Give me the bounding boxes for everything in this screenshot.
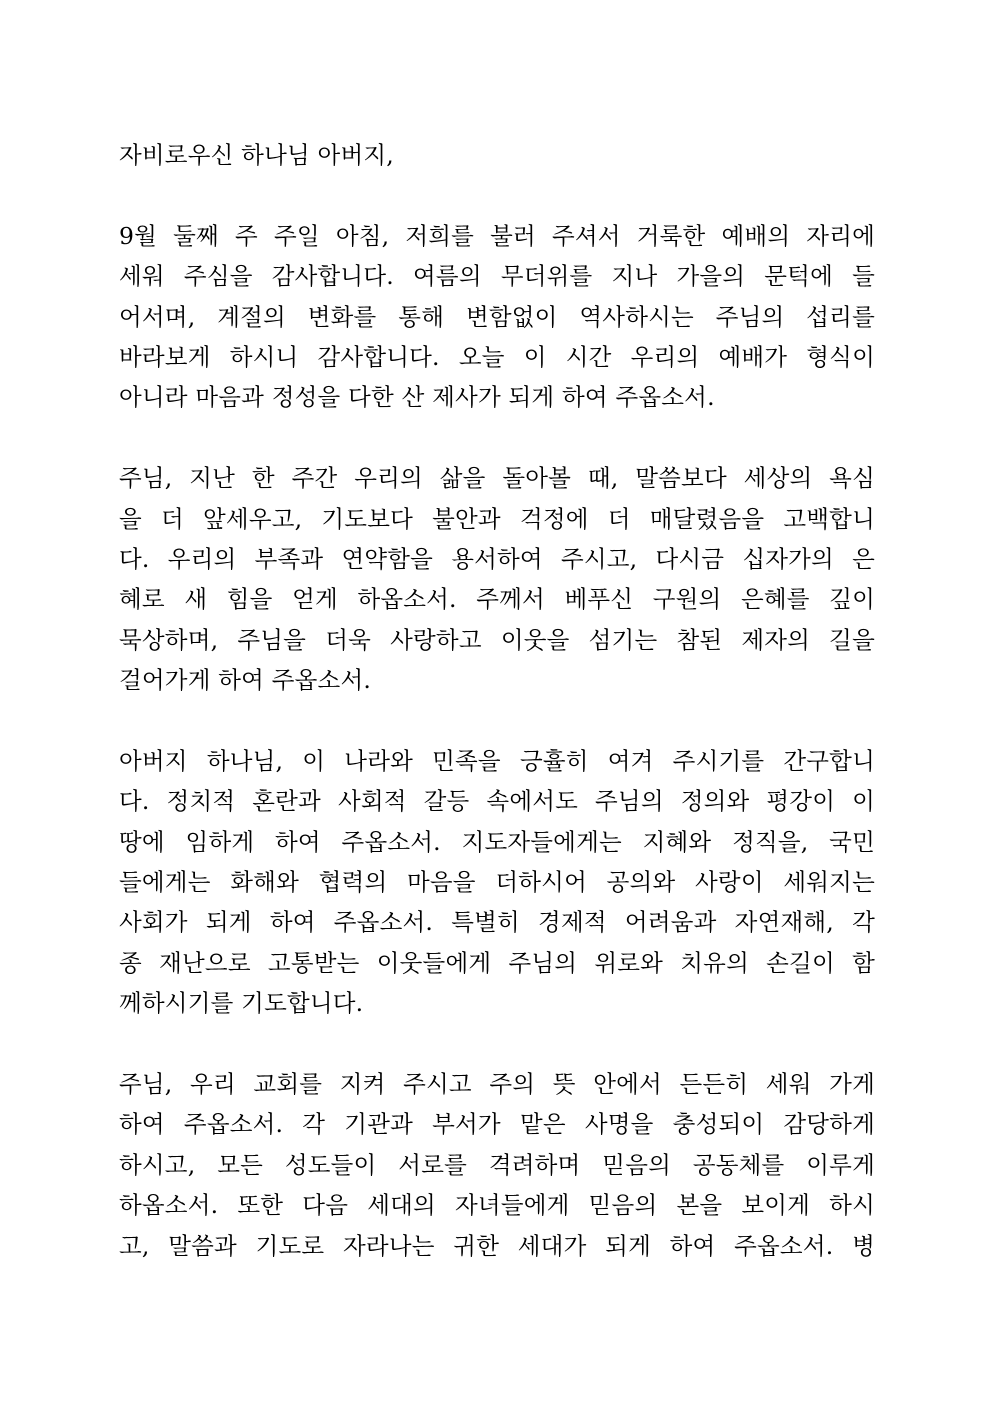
paragraph-3-line: 께하시기를 기도합니다. bbox=[119, 989, 364, 1018]
paragraph-2-line: 다. 우리의 부족과 연약함을 용서하여 주시고, 다시금 십자가의 은 bbox=[119, 544, 875, 573]
paragraph-3-line: 종 재난으로 고통받는 이웃들에게 주님의 위로와 치유의 손길이 함 bbox=[119, 948, 875, 977]
paragraph-2-line: 걸어가게 하여 주옵소서. bbox=[119, 666, 372, 695]
paragraph-3-line: 다. 정치적 혼란과 사회적 갈등 속에서도 주님의 정의와 평강이 이 bbox=[119, 787, 875, 816]
paragraph-gap bbox=[119, 1024, 875, 1064]
paragraph-3-line: 사회가 되게 하여 주옵소서. 특별히 경제적 어려움과 자연재해, 각 bbox=[119, 908, 875, 937]
paragraph-1-line: 바라보게 하시니 감사합니다. 오늘 이 시간 우리의 예배가 형식이 bbox=[119, 342, 875, 371]
paragraph-1-line: 아니라 마음과 정성을 다한 산 제사가 되게 하여 주옵소서. bbox=[119, 383, 715, 412]
paragraph-3-line: 들에게는 화해와 협력의 마음을 더하시어 공의와 사랑이 세워지는 bbox=[119, 868, 875, 897]
paragraph-3-line: 땅에 임하게 하여 주옵소서. 지도자들에게는 지혜와 정직을, 국민 bbox=[119, 827, 875, 856]
paragraph-2-line: 혜로 새 힘을 얻게 하옵소서. 주께서 베푸신 구원의 은혜를 깊이 bbox=[119, 585, 875, 614]
prayer-text bbox=[119, 135, 875, 1266]
paragraph-3-line: 아버지 하나님, 이 나라와 민족을 긍휼히 여겨 주시기를 간구합니 bbox=[119, 746, 875, 775]
paragraph-1-line: 9월 둘째 주 주일 아침, 저희를 불러 주셔서 거룩한 예배의 자리에 bbox=[119, 221, 875, 250]
paragraph-4-line: 하시고, 모든 성도들이 서로를 격려하며 믿음의 공동체를 이루게 bbox=[119, 1150, 875, 1179]
paragraph-4-line: 주님, 우리 교회를 지켜 주시고 주의 뜻 안에서 든든히 세워 가게 bbox=[119, 1069, 875, 1098]
paragraph-4-line: 고, 말씀과 기도로 자라나는 귀한 세대가 되게 하여 주옵소서. 병 bbox=[119, 1231, 875, 1260]
paragraph-1-line: 어서며, 계절의 변화를 통해 변함없이 역사하시는 주님의 섭리를 bbox=[119, 302, 875, 331]
paragraph-2-line: 을 더 앞세우고, 기도보다 불안과 걱정에 더 매달렸음을 고백합니 bbox=[119, 504, 875, 533]
paragraph-gap bbox=[119, 700, 875, 740]
paragraph-1-line: 세워 주심을 감사합니다. 여름의 무더위를 지나 가을의 문턱에 들 bbox=[119, 262, 875, 291]
paragraph-gap bbox=[119, 418, 875, 458]
paragraph-2-line: 주님, 지난 한 주간 우리의 삶을 돌아볼 때, 말씀보다 세상의 욕심 bbox=[119, 464, 875, 493]
paragraph-4-line: 하옵소서. 또한 다음 세대의 자녀들에게 믿음의 본을 보이게 하시 bbox=[119, 1191, 875, 1220]
paragraph-4-line: 하여 주옵소서. 각 기관과 부서가 맡은 사명을 충성되이 감당하게 bbox=[119, 1110, 875, 1139]
greeting-line: 자비로우신 하나님 아버지, bbox=[119, 141, 394, 169]
paragraph-gap bbox=[119, 175, 875, 215]
paragraph-2-line: 묵상하며, 주님을 더욱 사랑하고 이웃을 섬기는 참된 제자의 길을 bbox=[119, 625, 875, 654]
